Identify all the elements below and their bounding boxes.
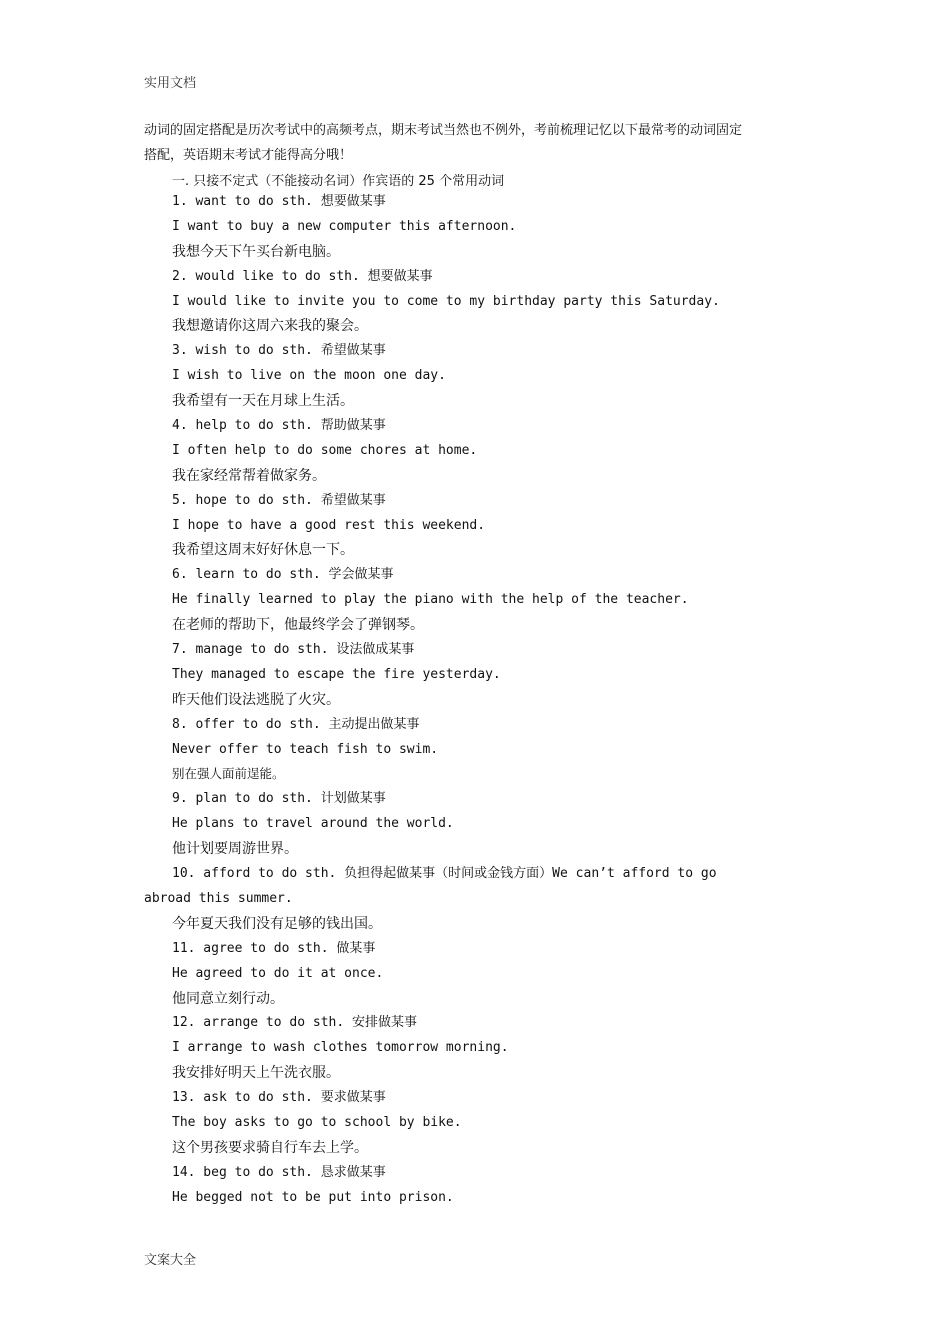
verb-entry xyxy=(172,713,822,788)
entry-example-zh: 我想邀请你这周六来我的聚会。 xyxy=(172,318,368,335)
verb-entry xyxy=(172,414,822,489)
entry-example-en: I hope to have a good rest this weekend. xyxy=(172,517,486,533)
verb-entry xyxy=(172,190,822,265)
entry-example-en: I often help to do some chores at home. xyxy=(172,442,478,458)
entry-example-zh: 他计划要周游世界。 xyxy=(172,841,298,858)
entry-example-en: I would like to invite you to come to my birthday party this Saturday. xyxy=(172,293,720,309)
entry-example-zh: 昨天他们设法逃脱了火灾。 xyxy=(172,691,340,708)
entry-head: 5. hope to do sth. 希望做某事 xyxy=(172,492,386,508)
verb-entry xyxy=(172,339,822,414)
entry-head: 4. help to do sth. 帮助做某事 xyxy=(172,418,386,434)
entry-example-zh: 在老师的帮助下，他最终学会了弹钢琴。 xyxy=(172,617,424,634)
verb-entry xyxy=(172,265,822,340)
verb-entry xyxy=(172,1011,822,1086)
intro-line-2: 搭配，英语期末考试才能得高分哦！ xyxy=(144,148,353,163)
entry-example-en: I want to buy a new computer this afternoon. xyxy=(172,218,517,234)
entry-example-en: He begged not to be put into prison. xyxy=(172,1189,454,1205)
section-title: 一. 只接不定式（不能接动名词）作宾语的 25 个常用动词 xyxy=(172,174,505,189)
entry-example-en: I wish to live on the moon one day. xyxy=(172,368,446,384)
verb-entry xyxy=(172,787,822,862)
entry-head: 13. ask to do sth. 要求做某事 xyxy=(172,1090,386,1106)
entry-example-zh: 这个男孩要求骑自行车去上学。 xyxy=(172,1139,368,1156)
entry-example-zh: 别在强人面前逞能。 xyxy=(172,766,285,782)
entry-example-zh: 我在家经常帮着做家务。 xyxy=(172,467,326,484)
entry-example-en: He agreed to do it at once. xyxy=(172,965,384,981)
verb-entry xyxy=(172,563,822,638)
entry-example-en: He plans to travel around the world. xyxy=(172,816,454,832)
entry-head: 7. manage to do sth. 设法做成某事 xyxy=(172,642,415,658)
entry-head: 14. beg to do sth. 恳求做某事 xyxy=(172,1164,386,1180)
page-footer: 文案大全 xyxy=(144,1253,197,1268)
entry-head: 10. afford to do sth. 负担得起做某事（时间或金钱方面）We can’t afford to go xyxy=(172,866,717,882)
entry-example-en: Never offer to teach fish to swim. xyxy=(172,741,439,757)
entry-example-zh: 我安排好明天上午洗衣服。 xyxy=(172,1065,340,1082)
entry-head: 12. arrange to do sth. 安排做某事 xyxy=(172,1015,418,1031)
verb-entry xyxy=(172,489,822,564)
entry-example-en: They managed to escape the fire yesterday. xyxy=(172,666,501,682)
entry-example-en: I arrange to wash clothes tomorrow morning. xyxy=(172,1040,509,1056)
entry-example-zh: 我希望这周末好好休息一下。 xyxy=(172,542,354,559)
entry-head: 11. agree to do sth. 做某事 xyxy=(172,940,376,956)
verb-entry xyxy=(172,1161,822,1211)
entry-head: 8. offer to do sth. 主动提出做某事 xyxy=(172,716,420,732)
entry-example-en: He finally learned to play the piano with the help of the teacher. xyxy=(172,592,689,608)
verb-entry xyxy=(172,1086,822,1161)
page-header: 实用文档 xyxy=(144,76,197,91)
entry-head: 3. wish to do sth. 希望做某事 xyxy=(172,343,386,359)
verb-entry xyxy=(144,862,822,937)
entry-head: 2. would like to do sth. 想要做某事 xyxy=(172,268,433,284)
entry-head: 1. want to do sth. 想要做某事 xyxy=(172,194,386,209)
entry-example-zh: 他同意立刻行动。 xyxy=(172,990,284,1007)
entry-example-zh: 今年夏天我们没有足够的钱出国。 xyxy=(172,915,382,932)
intro-paragraph xyxy=(144,118,824,168)
entry-head: 9. plan to do sth. 计划做某事 xyxy=(172,791,386,807)
entry-head: 6. learn to do sth. 学会做某事 xyxy=(172,567,394,583)
verb-entry xyxy=(172,937,822,1012)
verb-entry xyxy=(172,638,822,713)
entry-example-zh: 我希望有一天在月球上生活。 xyxy=(172,393,354,410)
entry-example-en: The boy asks to go to school by bike. xyxy=(172,1114,462,1130)
intro-line-1: 动词的固定搭配是历次考试中的高频考点，期末考试当然也不例外，考前梳理记忆以下最常考的动词固定 xyxy=(144,123,743,138)
entry-example-zh: 我想今天下午买台新电脑。 xyxy=(172,243,340,260)
entry-head-continued: abroad this summer. xyxy=(144,890,293,906)
verb-entry-list xyxy=(144,190,822,1211)
